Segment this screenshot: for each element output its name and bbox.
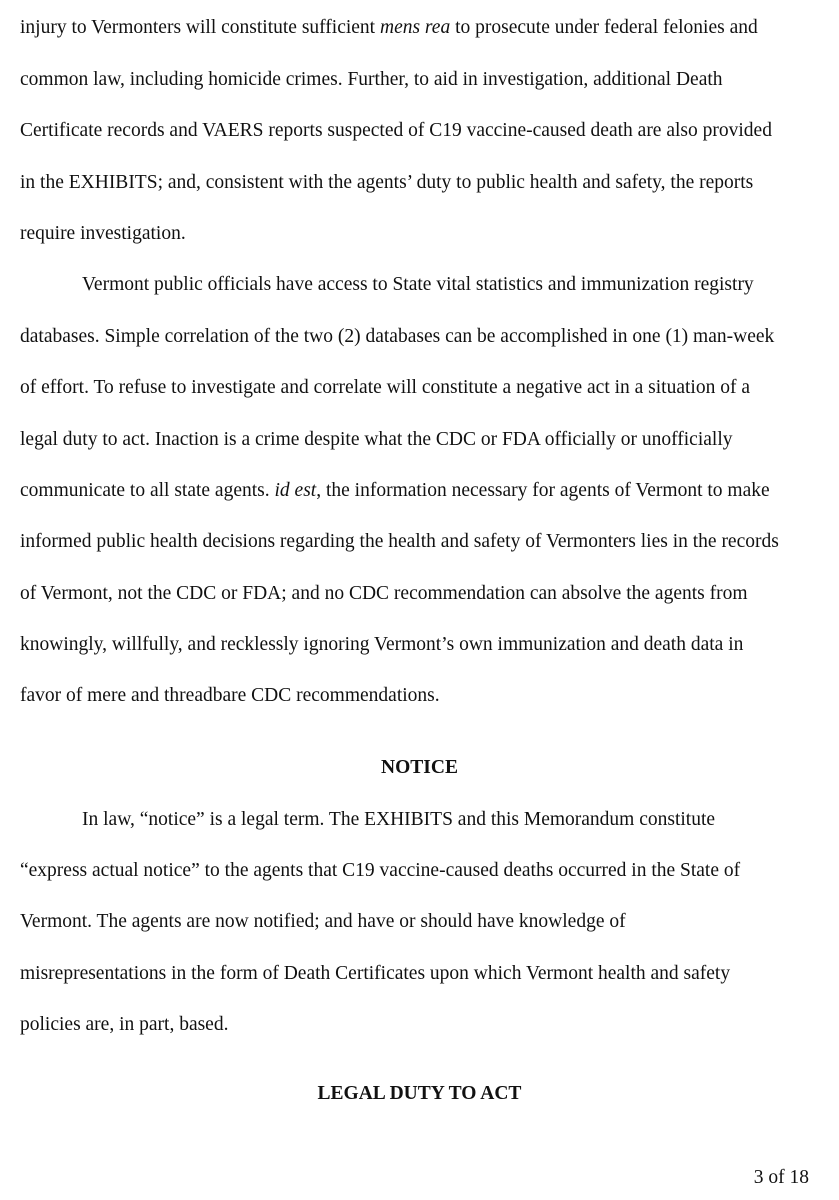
notice-line-5: policies are, in part, based. bbox=[20, 1014, 229, 1035]
paragraph-1-line-5: require investigation. bbox=[20, 223, 186, 244]
paragraph-2-line-7: of Vermont, not the CDC or FDA; and no CDC recommendation can absolve the agents from bbox=[20, 583, 748, 604]
paragraph-2-line-4: legal duty to act. Inaction is a crime despite what the CDC or FDA officially or unofficially bbox=[20, 429, 733, 450]
italic-term-mens-rea: mens rea bbox=[379, 17, 451, 38]
section-heading-legal-duty: LEGAL DUTY TO ACT bbox=[317, 1083, 522, 1104]
paragraph-2-line-6: informed public health decisions regarding the health and safety of Vermonters lies in the records bbox=[20, 531, 779, 552]
text-run: injury to Vermonters will constitute sufficient bbox=[20, 17, 380, 38]
paragraph-2-line-8: knowingly, willfully, and recklessly ignoring Vermont’s own immunization and death data in bbox=[20, 634, 744, 655]
paragraph-2-line-1: Vermont public officials have access to State vital statistics and immunization registry bbox=[82, 274, 754, 295]
notice-line-3: Vermont. The agents are now notified; and have or should have knowledge of bbox=[20, 911, 626, 932]
paragraph-1-line-3: Certificate records and VAERS reports suspected of C19 vaccine-caused death are also provided bbox=[20, 120, 772, 141]
notice-line-1: In law, “notice” is a legal term. The EXHIBITS and this Memorandum constitute bbox=[82, 809, 716, 830]
paragraph-1-line-1 bbox=[20, 16, 758, 40]
paragraph-2-line-3: of effort. To refuse to investigate and correlate will constitute a negative act in a situation of a bbox=[20, 377, 750, 398]
paragraph-1-line-4: in the EXHIBITS; and, consistent with the agents’ duty to public health and safety, the reports bbox=[20, 172, 754, 193]
notice-line-2: “express actual notice” to the agents that C19 vaccine-caused deaths occurred in the State of bbox=[20, 860, 741, 881]
italic-term-id-est: id est bbox=[274, 480, 317, 501]
page-number: 3 of 18 bbox=[753, 1167, 809, 1188]
section-heading-notice: NOTICE bbox=[381, 757, 458, 778]
notice-line-4: misrepresentations in the form of Death Certificates upon which Vermont health and safety bbox=[20, 963, 731, 984]
paragraph-2-line-2: databases. Simple correlation of the two (2) databases can be accomplished in one (1) man-week bbox=[20, 326, 775, 347]
paragraph-1-line-2: common law, including homicide crimes. Further, to aid in investigation, additional Death bbox=[20, 69, 723, 90]
paragraph-2-line-9: favor of mere and threadbare CDC recommendations. bbox=[20, 685, 440, 706]
text-run: to prosecute under federal felonies and bbox=[450, 17, 758, 38]
text-run: communicate to all state agents. bbox=[20, 480, 275, 501]
text-run: , the information necessary for agents of Vermont to make bbox=[316, 480, 770, 501]
paragraph-2-line-5 bbox=[20, 479, 770, 503]
